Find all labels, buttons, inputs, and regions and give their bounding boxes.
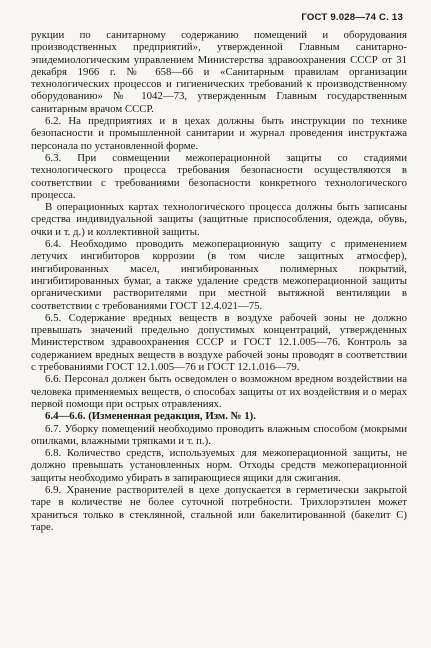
paragraph-6-2: 6.2. На предприятиях и в цехах должны быть инструкции по технике безопасности и промышленной санитарии и журнал проведения инструктажа персонала по установленной форме. (31, 115, 407, 152)
document-body (31, 29, 407, 533)
paragraph-6-3: 6.3. При совмещении межоперационной защиты со стадиями технологического процесса требования безопасности осуществляются в соответствии с требованиями безопасности конкретного технологического процесса. (31, 151, 407, 201)
amendment-note: 6.4—6.6. (Измененная редакция, Изм. № 1). (45, 410, 256, 423)
paragraph-6-6: 6.6. Персонал должен быть осведомлен о возможном вредном воздействии на человека применяемых веществ, о способах защиты от их воздействия и о мерах первой помощи при острых отравлениях. (31, 373, 407, 410)
paragraph-6-5: 6.5. Содержание вредных веществ в воздухе рабочей зоны не должно превышать значений предельно допустимых концентраций, утвержденных Министерством здравоохранения СССР и ГОСТ 12.1.005—76. Контроль за содержанием вредных веществ в воздухе рабочей зоны проводят в соответствии с требованиями ГОСТ 12.1.005—76 и ГОСТ 12.1.016—79. (31, 311, 407, 374)
paragraph-6-7: 6.7. Уборку помещений необходимо проводить влажным способом (мокрыми опилками, влажными тряпками и т. п.). (31, 422, 407, 447)
page-header: ГОСТ 9.028—74 С. 13 (301, 12, 403, 23)
paragraph-6-3-cont: В операционных картах технологического процесса должны быть записаны средства индивидуальной защиты (защитные приспособления, одежда, обувь, очки и т. д.) и коллективной защиты. (31, 201, 407, 238)
paragraph-continuation: рукции по санитарному содержанию помещений и оборудования производственных предприятий», утвержденной Главным санитарно-эпидемиологическим управлением Министерства здравоохранения СССР от 31 декабря 1966 г. № 658—66 и «Санитарным правилам организации технологических процессов и гигиенических требований к производственному оборудованию» № 1042—73, утвержденным Главным государственным санитарным врачом СССР. (31, 29, 407, 115)
paragraph-6-4: 6.4. Необходимо проводить межоперационную защиту с применением летучих ингибиторов коррозии (в том числе защитных атмосфер), ингибированных масел, ингибированных полимерных покрытий, ингибитированных бумаг, а также удаление средств межоперационной защиты органическими растворителями при местной вытяжной вентиляции в соответствии с требованиями ГОСТ 12.4.021—75. (31, 238, 407, 312)
paragraph-6-9: 6.9. Хранение растворителей в цехе допускается в герметически закрытой таре в количестве не более суточной потребности. Трихлорэтилен может храниться только в стеклянной, стальной или бакелитированной (бакелит С) таре. (31, 483, 407, 533)
paragraph-6-8: 6.8. Количество средств, используемых для межоперационной защиты, не должно превышать установленных норм. Отходы средств межоперационной защиты необходимо убирать в запирающиеся ящики для сжигания. (31, 447, 407, 484)
